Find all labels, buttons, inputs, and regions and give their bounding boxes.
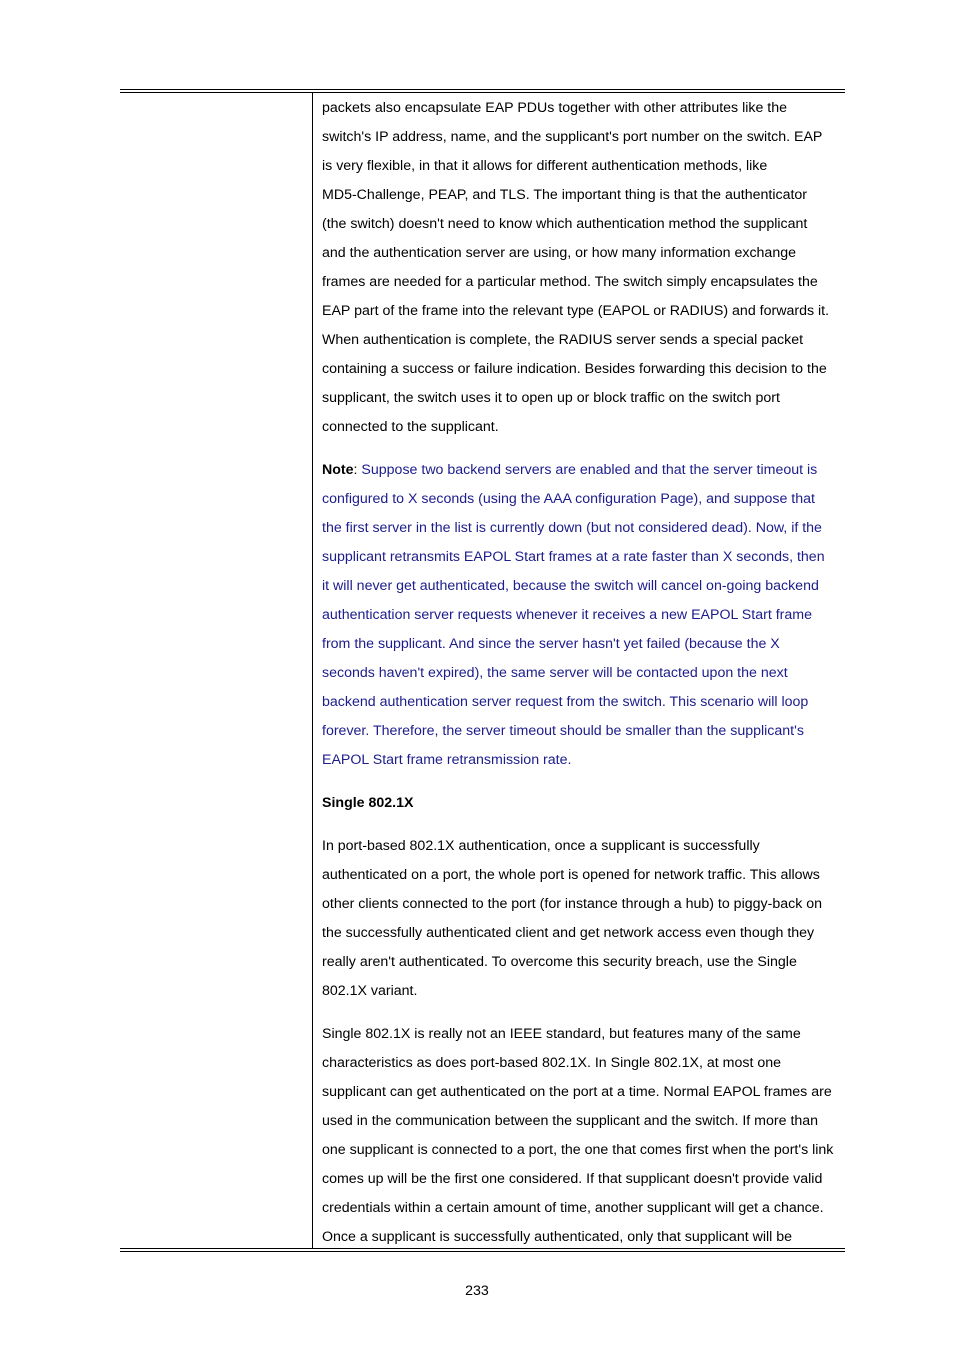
text-line: characteristics as does port-based 802.1X. In Single 802.1X, at most one bbox=[322, 1055, 781, 1071]
text-line: one supplicant is connected to a port, the one that comes first when the port's link bbox=[322, 1142, 834, 1158]
note-text-line: it will never get authenticated, because the switch will cancel on-going backend bbox=[322, 578, 819, 594]
paragraph-single-8021x bbox=[322, 1020, 842, 1252]
text-line: switch's IP address, name, and the supplicant's port number on the switch. EAP bbox=[322, 129, 823, 145]
table-top-rule bbox=[120, 89, 845, 93]
text-line: Single 802.1X is really not an IEEE standard, but features many of the same bbox=[322, 1026, 801, 1042]
paragraph-eap bbox=[322, 94, 842, 442]
text-line: (the switch) doesn't need to know which authentication method the supplicant bbox=[322, 216, 808, 232]
page-number: 233 bbox=[465, 1283, 489, 1299]
note-text-line: seconds haven't expired), the same server will be contacted upon the next bbox=[322, 665, 788, 681]
text-line: frames are needed for a particular method. The switch simply encapsulates the bbox=[322, 274, 818, 290]
note-colon: : bbox=[353, 462, 362, 478]
note-text-line: from the supplicant. And since the server hasn't yet failed (because the X bbox=[322, 636, 780, 652]
note-paragraph bbox=[322, 456, 842, 775]
section-heading-single-8021x: Single 802.1X bbox=[322, 795, 414, 811]
text-line: comes up will be the first one considered. If that supplicant doesn't provide valid bbox=[322, 1171, 823, 1187]
text-line: packets also encapsulate EAP PDUs together with other attributes like the bbox=[322, 100, 788, 116]
text-line: other clients connected to the port (for instance through a hub) to piggy-back on bbox=[322, 896, 823, 912]
text-line: really aren't authenticated. To overcome this security breach, use the Single bbox=[322, 954, 797, 970]
text-line: authenticated on a port, the whole port is opened for network traffic. This allows bbox=[322, 867, 820, 883]
note-text-line: Suppose two backend servers are enabled and that the server timeout is bbox=[361, 462, 818, 478]
note-text-line: configured to X seconds (using the AAA configuration Page), and suppose that bbox=[322, 491, 815, 507]
paragraph-port-based bbox=[322, 832, 842, 1006]
text-line: 802.1X variant. bbox=[322, 983, 418, 999]
text-line: credentials within a certain amount of time, another supplicant will get a chance. bbox=[322, 1200, 824, 1216]
text-line: the successfully authenticated client and get network access even though they bbox=[322, 925, 815, 941]
note-text-line: supplicant retransmits EAPOL Start frames at a rate faster than X seconds, then bbox=[322, 549, 825, 565]
text-line: containing a success or failure indication. Besides forwarding this decision to the bbox=[322, 361, 827, 377]
text-line: Once a supplicant is successfully authenticated, only that supplicant will be bbox=[322, 1229, 793, 1245]
text-line: MD5-Challenge, PEAP, and TLS. The important thing is that the authenticator bbox=[322, 187, 808, 203]
text-line: is very flexible, in that it allows for different authentication methods, like bbox=[322, 158, 768, 174]
text-line: used in the communication between the supplicant and the switch. If more than bbox=[322, 1113, 819, 1129]
note-text-line: forever. Therefore, the server timeout should be smaller than the supplicant's bbox=[322, 723, 804, 739]
text-line: EAP part of the frame into the relevant type (EAPOL or RADIUS) and forwards it. bbox=[322, 303, 830, 319]
text-line: supplicant can get authenticated on the port at a time. Normal EAPOL frames are bbox=[322, 1084, 832, 1100]
text-line: connected to the supplicant. bbox=[322, 419, 499, 435]
text-line: and the authentication server are using, or how many information exchange bbox=[322, 245, 796, 261]
table-column-divider bbox=[312, 93, 313, 1248]
note-text-line: the first server in the list is currently down (but not considered dead). Now, if the bbox=[322, 520, 822, 536]
text-line: In port-based 802.1X authentication, once a supplicant is successfully bbox=[322, 838, 760, 854]
text-line: supplicant, the switch uses it to open up or block traffic on the switch port bbox=[322, 390, 780, 406]
note-text-line: EAPOL Start frame retransmission rate. bbox=[322, 752, 572, 768]
text-line: When authentication is complete, the RADIUS server sends a special packet bbox=[322, 332, 804, 348]
description-cell bbox=[322, 94, 842, 1266]
note-text-line: authentication server requests whenever it receives a new EAPOL Start frame bbox=[322, 607, 812, 623]
note-text-line: backend authentication server request from the switch. This scenario will loop bbox=[322, 694, 809, 710]
note-first-line bbox=[322, 456, 842, 485]
note-label: Note bbox=[322, 462, 354, 478]
